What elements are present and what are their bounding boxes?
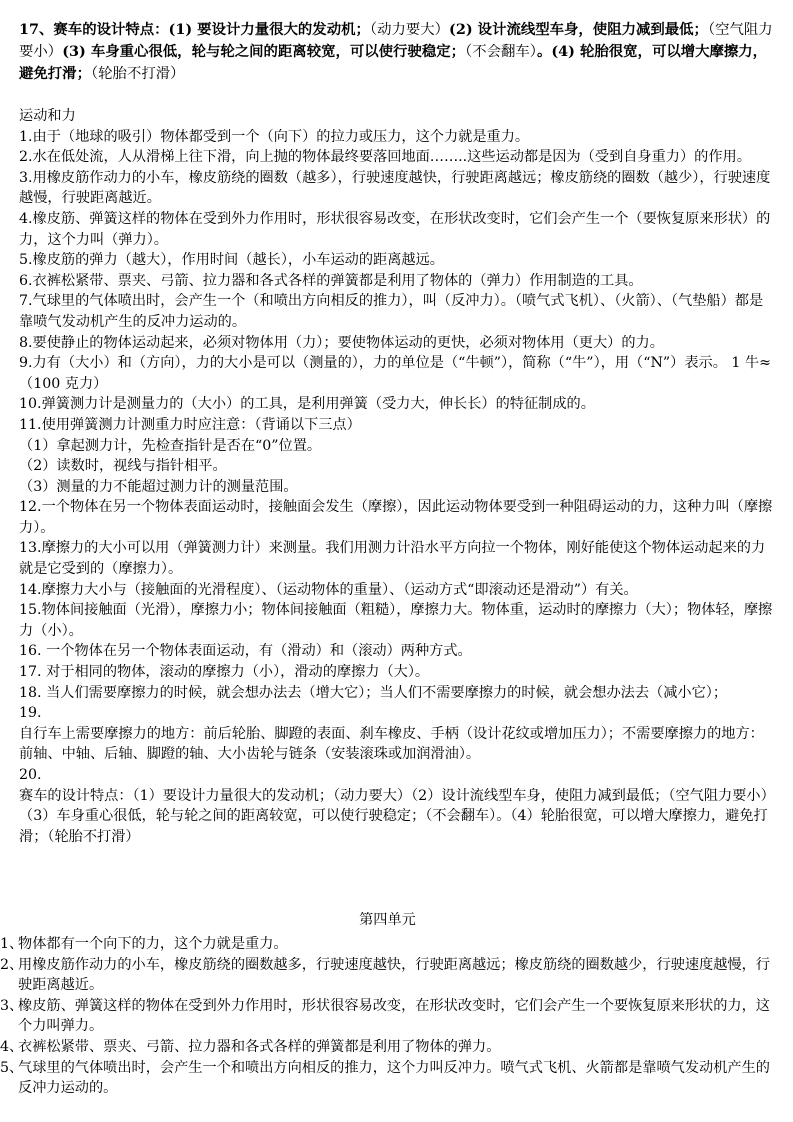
list-sub-item: （3）测量的力不能超过测力计的测量范围。 <box>19 478 298 495</box>
top-part: 。(4) 轮胎很宽，可以增大摩擦力，避免打滑； <box>19 43 768 82</box>
unit-item-number: 1、 <box>0 936 24 952</box>
list-sub-item: （1）拿起测力计，先检查指针是否在“0”位置。 <box>19 437 322 454</box>
unit-item-text: 衣裤松紧带、票夹、弓箭、拉力器和各式各样的弹簧都是利用了物体的弹力。 <box>18 1038 501 1055</box>
unit-item-number: 4、 <box>0 1038 24 1055</box>
top-part: (2) 设计流线型车身，使阻力减到最低； <box>449 21 708 38</box>
item-list <box>19 127 775 848</box>
section-title: 运动和力 <box>19 108 76 124</box>
unit-item-text: 物体都有一个向下的力，这个力就是重力。 <box>18 936 288 952</box>
unit-four-section <box>0 912 775 1099</box>
list-item: 4.橡皮筋、弹簧这样的物体在受到外力作用时，形状很容易改变，在形状改变时，它们会产生一个（要恢复原来形状）的力，这个力叫（弹力）。 <box>19 210 771 248</box>
unit-list-item <box>0 1037 775 1058</box>
racing-car-summary <box>19 19 775 85</box>
unit-item-number: 5、 <box>0 1059 24 1076</box>
top-part: （不会翻车） <box>465 44 537 60</box>
unit-title: 第四单元 <box>359 912 416 928</box>
list-item: 12.一个物体在另一个物体表面运动时，接触面会发生（摩擦），因此运动物体要受到一种阻碍运动的力，这种力叫（摩擦力）。 <box>19 499 773 536</box>
list-item: 5.橡皮筋的弹力（越大），作用时间（越长），小车运动的距离越远。 <box>19 252 444 269</box>
list-item: 自行车上需要摩擦力的地方：前后轮胎、脚蹬的表面、刹车橡皮、手柄（设计花纹或增加压力）；不需要摩擦力的地方：前轴、中轴、后轴、脚蹬的轴、大小齿轮与链条（安装滚珠或加润滑油）。 <box>19 725 764 763</box>
list-item: 18. 当人们需要摩擦力的时候，就会想办法去（增大它）；当人们不需要摩擦力的时候，就会想办法去（减小它）； <box>19 684 728 701</box>
list-item: 13.摩擦力的大小可以用（弹簧测力计）来测量。我们用测力计沿水平方向拉一个物体，刚好能使这个物体运动起来的力就是它受到的（摩擦力）。 <box>19 540 766 578</box>
top-part: （轮胎不打滑） <box>90 66 185 82</box>
top-part: （空气阻力要小） <box>19 22 773 60</box>
list-item: 11.使用弹簧测力计测重力时应注意：（背诵以下三点） <box>19 416 361 433</box>
list-item: 20. <box>19 767 42 783</box>
list-item: 15.物体间接触面（光滑），摩擦力小；物体间接触面（粗糙），摩擦力大。物体重，运动时的摩擦力（大）；物体轻，摩擦力（小）。 <box>19 602 773 639</box>
unit-item-text: 橡皮筋、弹簧这样的物体在受到外力作用时，形状很容易改变，在形状改变时，它们会产生一个要恢复原来形状的力，这个力叫弹力。 <box>18 997 770 1035</box>
unit-list-item <box>0 1058 775 1099</box>
unit-list-item <box>0 955 775 996</box>
document-page <box>19 19 775 847</box>
top-part: 17、赛车的设计特点：(1) 要设计力量很大的发动机； <box>19 21 370 38</box>
list-item: 14.摩擦力大小与（接触面的光滑程度）、（运动物体的重量）、（运动方式“即滚动还是滑动”）有关。 <box>19 581 638 598</box>
unit-item-text: 气球里的气体喷出时，会产生一个和喷出方向相反的推力，这个力叫反冲力。喷气式飞机、火箭都是靠喷气发动机产生的反冲力运动的。 <box>18 1059 770 1097</box>
unit-item-number: 2、 <box>0 956 24 973</box>
top-part: （动力要大） <box>369 22 450 38</box>
list-item: 1.由于（地球的吸引）物体都受到一个（向下）的拉力或压力，这个力就是重力。 <box>19 128 530 145</box>
list-sub-item: （2）读数时，视线与指针相平。 <box>19 458 227 475</box>
unit-list-item <box>0 996 775 1037</box>
list-item: 6.衣裤松紧带、票夹、弓箭、拉力器和各式各样的弹簧都是利用了物体的（弹力）作用制造的工具。 <box>19 272 643 289</box>
top-part: (3) 车身重心很低，轮与轮之间的距离较宽，可以使行驶稳定； <box>62 43 465 60</box>
list-item: 19. <box>19 705 42 722</box>
unit-item-text: 用橡皮筋作动力的小车，橡皮筋绕的圈数越多，行驶速度越快，行驶距离越远；橡皮筋绕的圈数越少，行驶速度越慢，行驶距离越近。 <box>18 956 770 994</box>
list-item: 10.弹簧测力计是测量力的（大小）的工具，是利用弹簧（受力大，伸长长）的特征制成的。 <box>19 396 595 413</box>
blank-line <box>19 85 775 106</box>
list-item: 9.力有（大小）和（方向），力的大小是可以（测量的），力的单位是（“牛顿”），简称（“牛”），用（“N”）表示。 1 牛≈（100 克力） <box>19 355 772 392</box>
list-item: 3.用橡皮筋作动力的小车，橡皮筋绕的圈数（越多），行驶速度越快，行驶距离越远；橡皮筋绕的圈数（越少），行驶速度越慢，行驶距离越近。 <box>19 169 771 207</box>
list-item: 赛车的设计特点：（1）要设计力量很大的发动机；（动力要大）（2）设计流线型车身，使阻力减到最低；（空气阻力要小）（3）车身重心很低，轮与轮之间的距离较宽，可以使行驶稳定；（不会翻车）。（4）轮胎很宽，可以增大摩擦力，避免打滑；（轮胎不打滑） <box>19 787 775 845</box>
unit-item-number: 3、 <box>0 997 24 1014</box>
list-item: 8.要使静止的物体运动起来，必须对物体用（力）；要使物体运动的更快，必须对物体用（更大）的力。 <box>19 334 664 351</box>
list-item: 16. 一个物体在另一个物体表面运动，有（滑动）和（滚动）两种方式。 <box>19 643 472 660</box>
list-item: 2.水在低处流，人从滑梯上往下滑，向上抛的物体最终要落回地面……..这些运动都是因为（受到自身重力）的作用。 <box>19 149 751 166</box>
list-item: 17. 对于相同的物体，滚动的摩擦力（小），滑动的摩擦力（大）。 <box>19 664 430 681</box>
list-item: 7.气球里的气体喷出时，会产生一个（和喷出方向相反的推力），叫（反冲力）。（喷气式飞机）、（火箭）、（气垫船）都是靠喷气发动机产生的反冲力运动的。 <box>19 293 764 330</box>
unit-list-item <box>0 934 775 955</box>
